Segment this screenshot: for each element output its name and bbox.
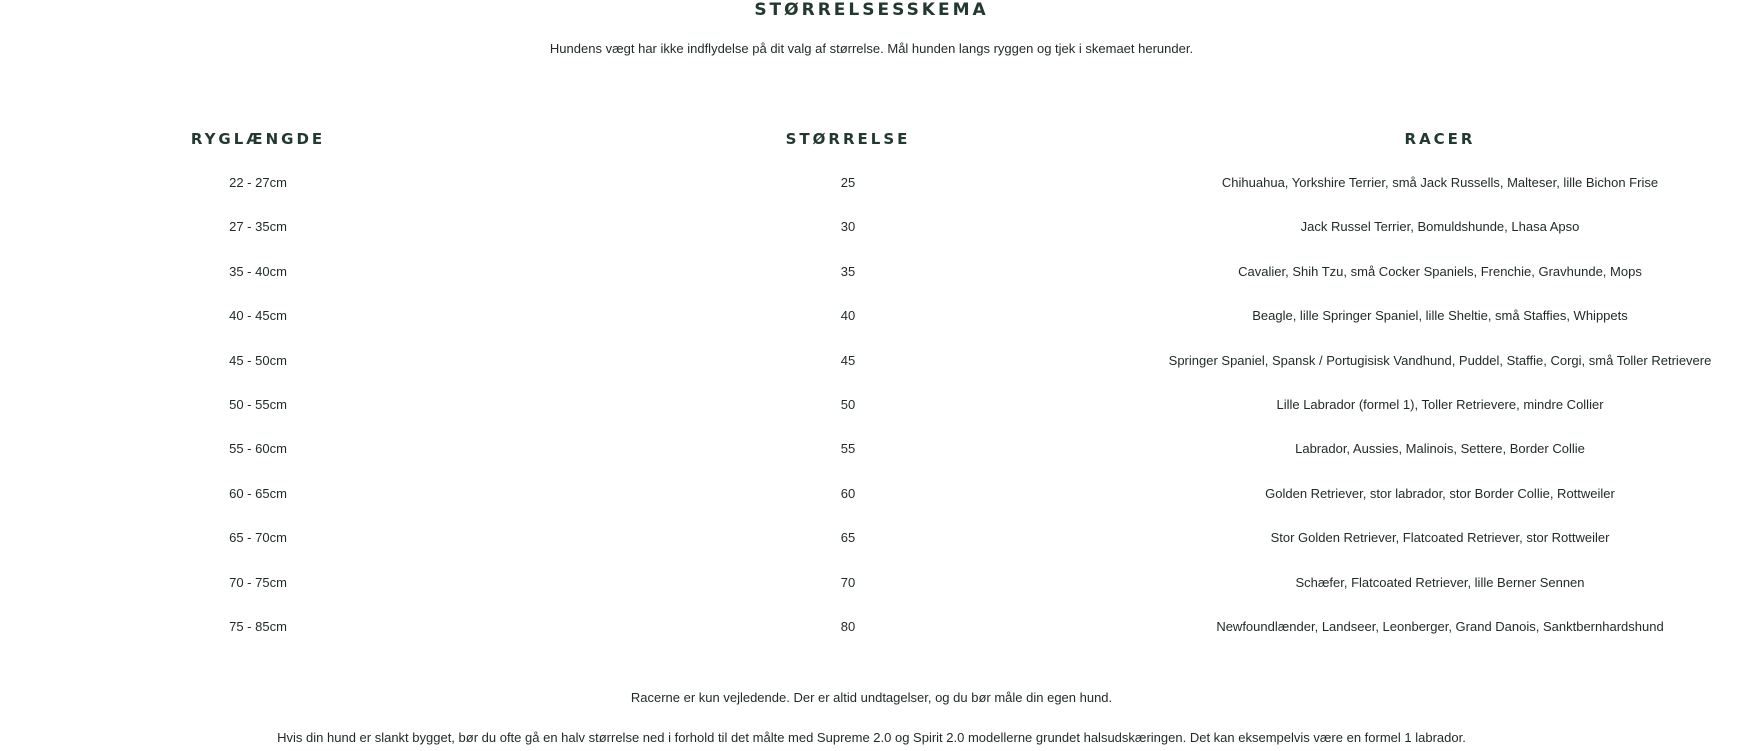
cell-breeds: Golden Retriever, stor labrador, stor Border Collie, Rottweiler xyxy=(1265,485,1615,501)
header-breeds: RACER xyxy=(1404,130,1476,148)
disclaimer-note: Racerne er kun vejledende. Der er altid undtagelser, og du bør måle din egen hund. xyxy=(630,690,1113,705)
cell-breeds: Cavalier, Shih Tzu, små Cocker Spaniels, Frenchie, Gravhunde, Mops xyxy=(1238,263,1642,279)
cell-breeds: Chihuahua, Yorkshire Terrier, små Jack Russells, Malteser, lille Bichon Frise xyxy=(1221,175,1659,190)
header-back-length: RYGLÆNGDE xyxy=(190,130,326,148)
cell-breeds: Stor Golden Retriever, Flatcoated Retriever, stor Rottweiler xyxy=(1270,530,1610,546)
intro-text: Hundens vægt har ikke indflydelse på dit valg af størrelse. Mål hunden langs ryggen og tjek i skemaet herunder. xyxy=(549,41,1194,56)
cell-size: 40 xyxy=(840,308,856,324)
cell-back-length: 70 - 75cm xyxy=(229,574,287,590)
cell-back-length: 27 - 35cm xyxy=(229,219,287,235)
table-row xyxy=(0,484,1743,528)
cell-size: 70 xyxy=(840,574,856,590)
cell-back-length: 60 - 65cm xyxy=(229,485,287,501)
cell-size: 45 xyxy=(840,352,856,368)
cell-back-length: 55 - 60cm xyxy=(229,441,287,457)
cell-back-length: 40 - 45cm xyxy=(229,308,287,324)
header-size: STØRRELSE xyxy=(785,130,911,148)
cell-size: 35 xyxy=(840,263,856,279)
cell-back-length: 65 - 70cm xyxy=(229,530,287,546)
cell-breeds: Springer Spaniel, Spansk / Portugisisk Vandhund, Puddel, Staffie, Corgi, små Toller Retrievere xyxy=(1168,352,1712,368)
table-row xyxy=(0,439,1743,483)
table-row xyxy=(0,217,1743,261)
cell-back-length: 35 - 40cm xyxy=(229,263,287,279)
cell-size: 25 xyxy=(840,175,856,190)
cell-breeds: Newfoundlænder, Landseer, Leonberger, Grand Danois, Sanktbernhardshund xyxy=(1216,618,1664,634)
cell-size: 55 xyxy=(840,441,856,457)
cell-size: 30 xyxy=(840,219,856,235)
cell-breeds: Jack Russel Terrier, Bomuldshunde, Lhasa Apso xyxy=(1300,219,1580,235)
cell-breeds: Beagle, lille Springer Spaniel, lille Sheltie, små Staffies, Whippets xyxy=(1252,308,1628,324)
slim-dog-note: Hvis din hund er slankt bygget, bør du ofte gå en halv størrelse ned i forhold til det målte med Supreme 2.0 og Spirit 2.0 modellerne grundet halsudskæringen. Det kan eksempelvis være en formel 1 labrador. xyxy=(277,730,1466,745)
cell-back-length: 50 - 55cm xyxy=(229,396,287,412)
cell-size: 80 xyxy=(840,618,856,634)
cell-back-length: 45 - 50cm xyxy=(229,352,287,368)
cell-size: 50 xyxy=(840,396,856,412)
table-row xyxy=(0,173,1743,217)
table-row xyxy=(0,351,1743,395)
cell-breeds: Labrador, Aussies, Malinois, Settere, Border Collie xyxy=(1295,441,1585,457)
table-body xyxy=(0,173,1743,661)
table-row xyxy=(0,528,1743,572)
cell-back-length: 22 - 27cm xyxy=(229,175,287,190)
cell-size: 60 xyxy=(840,485,856,501)
cell-size: 65 xyxy=(840,530,856,546)
table-row xyxy=(0,617,1743,661)
table-row xyxy=(0,306,1743,350)
table-row xyxy=(0,262,1743,306)
cell-back-length: 75 - 85cm xyxy=(229,618,287,634)
table-row xyxy=(0,395,1743,439)
cell-breeds: Schæfer, Flatcoated Retriever, lille Berner Sennen xyxy=(1295,574,1585,590)
table-row xyxy=(0,573,1743,617)
cell-breeds: Lille Labrador (formel 1), Toller Retrievere, mindre Collier xyxy=(1276,396,1604,412)
page-title: STØRRELSESSKEMA xyxy=(754,0,989,20)
